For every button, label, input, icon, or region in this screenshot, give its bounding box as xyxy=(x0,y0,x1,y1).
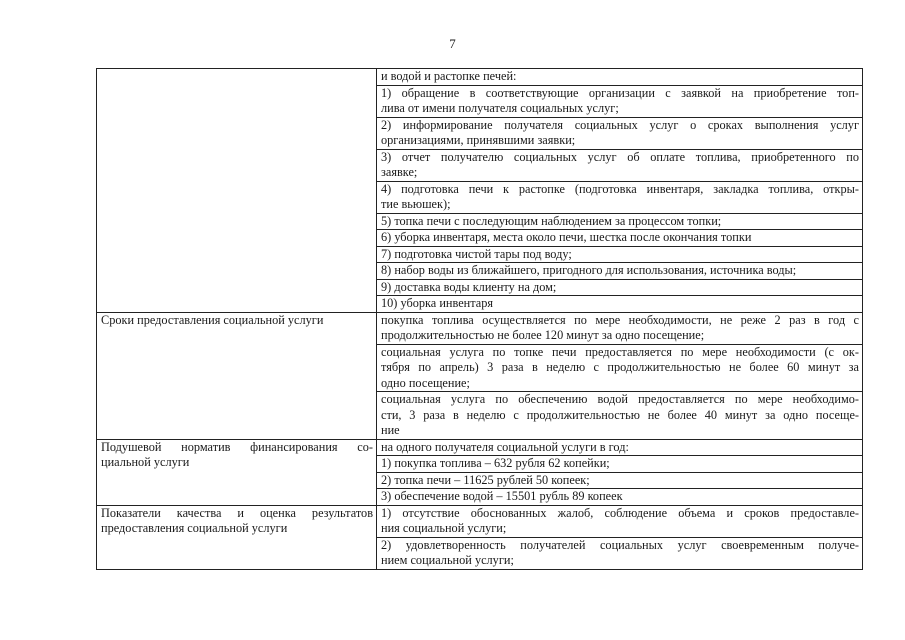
content-line: одно посещение; xyxy=(381,375,470,390)
content-line: заявке; xyxy=(381,165,418,179)
content-line: тие вьюшек); xyxy=(381,197,451,211)
row-label-cell xyxy=(97,69,377,313)
row-content-cell xyxy=(377,312,863,439)
row-content-cell xyxy=(377,439,863,505)
content-line: сти, 3 раза в неделю с продолжительностью не более 40 минут за одно посеще- xyxy=(381,407,859,422)
content-line: 10) уборка инвентаря xyxy=(381,296,494,310)
row-label-cell xyxy=(97,439,377,505)
content-line: социальная услуга по обеспечению водой предоставляется по мере необходимо- xyxy=(381,392,859,406)
content-line: на одного получателя социальной услуги в год: xyxy=(381,439,629,454)
content-line: 1) покупка топлива – 632 рубля 62 копейки; xyxy=(381,456,610,470)
table-row xyxy=(97,69,863,313)
content-line: тября по апрель) 3 раза в неделю с продолжительностью не более 60 минут за xyxy=(381,360,859,374)
row-label-cell xyxy=(97,505,377,569)
row-label-line: Сроки предоставления социальной услуги xyxy=(101,312,324,327)
content-line: 7) подготовка чистой тары под воду; xyxy=(381,246,572,261)
row-label-line: циальной услуги xyxy=(101,455,190,469)
content-line: 2) топка печи – 11625 рублей 50 копеек; xyxy=(381,472,590,487)
table-row xyxy=(97,312,863,439)
row-content-cell xyxy=(377,69,863,313)
row-label-line: Подушевой норматив финансирования со- xyxy=(101,439,373,454)
content-line: продолжительностью не более 120 минут за одно посещение; xyxy=(381,328,705,342)
content-line: 3) обеспечение водой – 15501 рубль 89 копеек xyxy=(381,489,623,503)
content-line: 1) отсутствие обоснованных жалоб, соблюдение объема и сроков предоставле- xyxy=(381,505,859,520)
row-label-cell xyxy=(97,312,377,439)
content-line: 1) обращение в соответствующие организации с заявкой на приобретение топ- xyxy=(381,85,859,100)
content-line: 8) набор воды из ближайшего, пригодного для использования, источника воды; xyxy=(381,263,797,277)
content-line: 3) отчет получателю социальных услуг об оплате топлива, приобретенного по xyxy=(381,149,859,164)
row-label-line: предоставления социальной услуги xyxy=(101,521,288,535)
content-line: 2) удовлетворенность получателей социальных услуг своевременным получе- xyxy=(381,537,859,552)
table-row xyxy=(97,439,863,505)
table-row xyxy=(97,505,863,569)
content-line: и водой и растопке печей: xyxy=(381,69,517,83)
content-line: организациями, принявшими заявки; xyxy=(381,133,576,147)
page-number: 7 xyxy=(449,36,456,51)
content-line: лива от имени получателя социальных услуг; xyxy=(381,101,619,115)
row-label-line: Показатели качества и оценка результатов xyxy=(101,505,373,520)
content-line: ния социальной услуги; xyxy=(381,521,507,535)
content-line: 9) доставка воды клиенту на дом; xyxy=(381,279,557,294)
row-content-cell xyxy=(377,505,863,569)
content-line: 4) подготовка печи к растопке (подготовка инвентаря, закладка топлива, откры- xyxy=(381,181,859,196)
services-table xyxy=(96,68,863,570)
content-line: нием социальной услуги; xyxy=(381,553,514,567)
content-line: 5) топка печи с последующим наблюдением за процессом топки; xyxy=(381,213,722,228)
content-line: 2) информирование получателя социальных услуг о сроках выполнения услуг xyxy=(381,117,859,132)
content-line: социальная услуга по топке печи предоставляется по мере необходимости (с ок- xyxy=(381,344,859,359)
content-line: 6) уборка инвентаря, места около печи, шестка после окончания топки xyxy=(381,230,752,244)
content-line: ние xyxy=(381,423,400,437)
content-line: покупка топлива осуществляется по мере необходимости, не реже 2 раз в год с xyxy=(381,312,859,327)
